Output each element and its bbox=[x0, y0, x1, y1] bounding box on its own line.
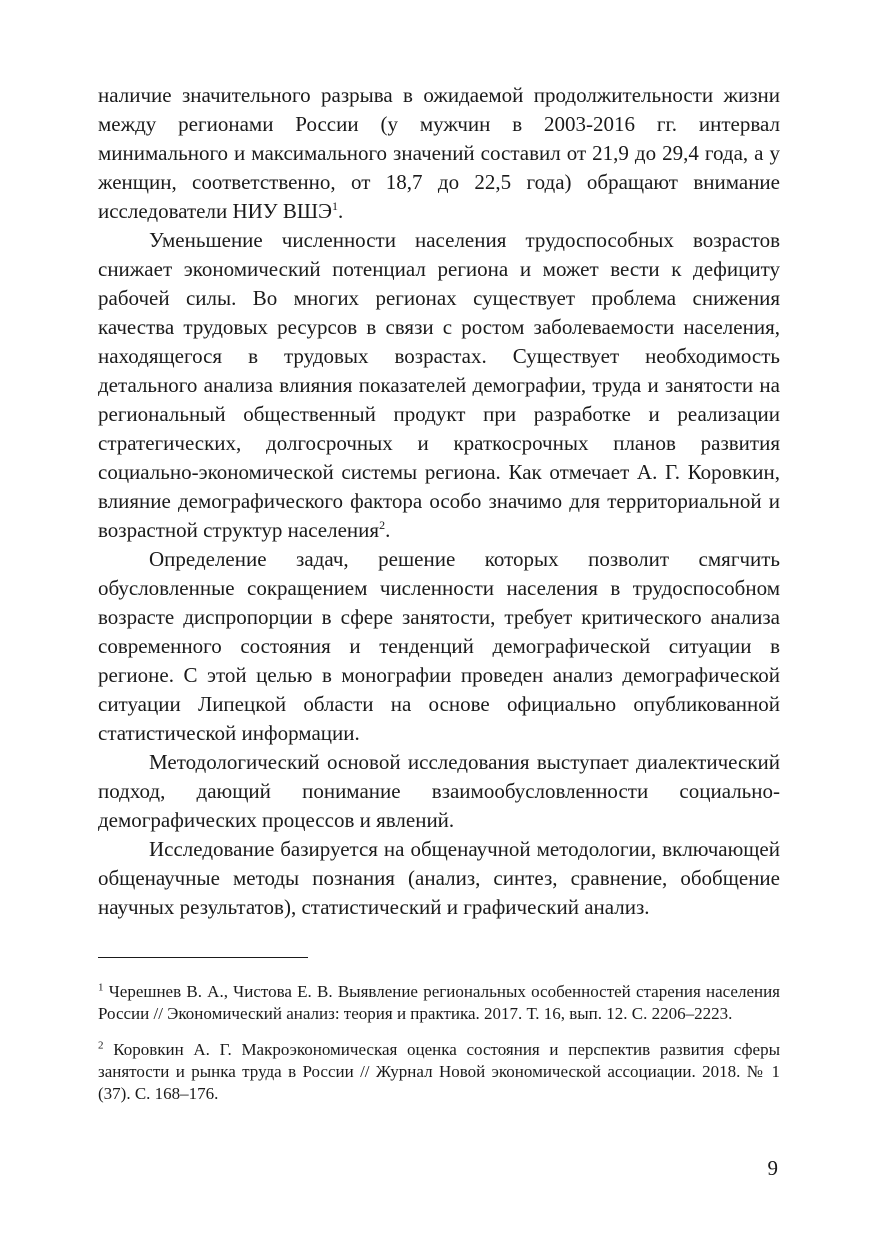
footnote-marker: 1 bbox=[98, 981, 104, 994]
paragraph-methodology-basis bbox=[98, 748, 780, 835]
paragraph-text: наличие значительного разрыва в ожидаемой продолжительности жизни между регионами России (у мужчин в 2003-2016 гг. интервал минимального и максимального значений составил от 21,9 до 29,4 года, а у женщин, соответственно, от 18,7 до 22,5 года) обращают внимание исследователи НИУ ВШЭ bbox=[98, 83, 780, 223]
paragraph-text: Исследование базируется на общенаучной методологии, включающей общенаучные методы познания (анализ, синтез, сравнение, обобщение научных результатов), статистический и графический анализ. bbox=[98, 837, 780, 919]
footnote-text: Черешнев В. А., Чистова Е. В. Выявление региональных особенностей старения населения России // Экономический анализ: теория и практика. 2017. Т. 16, вып. 12. С. 2206–2223. bbox=[98, 982, 780, 1023]
paragraph-tasks-definition bbox=[98, 545, 780, 748]
paragraph-tail: . bbox=[385, 518, 391, 542]
paragraph-text: Методологический основой исследования выступает диалектический подход, дающий понимание взаимообусловленности социально-демографических процессов и явлений. bbox=[98, 750, 780, 832]
footnote-text: Коровкин А. Г. Макроэкономическая оценка состояния и перспектив развития сферы занятости и рынка труда в России // Журнал Новой экономической ассоциации. 2018. № 1 (37). С. 168–176. bbox=[98, 1040, 780, 1103]
paragraph-text: Определение задач, решение которых позволит смягчить обусловленные сокращением численности населения в трудоспособном возрасте диспропорции в сфере занятости, требует критического анализа современного состояния и тенденций демографической ситуации в регионе. С этой целью в монографии проведен анализ демографической ситуации Липецкой области на основе официально опубликованной статистической информации. bbox=[98, 547, 780, 745]
paragraph-working-age-population bbox=[98, 226, 780, 545]
footnote-marker: 2 bbox=[98, 1039, 104, 1052]
paragraph-research-methods bbox=[98, 835, 780, 922]
footnote-reference-2[interactable]: 2 bbox=[379, 518, 386, 532]
paragraph-text: Уменьшение численности населения трудоспособных возрастов снижает экономический потенциал региона и может вести к дефициту рабочей силы. Во многих регионах существует проблема снижения качества трудовых ресурсов в связи с ростом заболеваемости населения, находящегося в трудовых возрастах. Существует необходимость детального анализа влияния показателей демографии, труда и занятости на региональный общественный продукт при разработке и реализации стратегических, долгосрочных и краткосрочных планов развития социально-экономической системы региона. Как отмечает А. Г. Коровкин, влияние демографического фактора особо значимо для территориальной и возрастной структур населения bbox=[98, 228, 780, 542]
paragraph-tail: . bbox=[337, 199, 344, 223]
footnote-reference-1[interactable]: 1 bbox=[331, 199, 338, 213]
paragraph-life-expectancy bbox=[98, 81, 780, 226]
footnote-2 bbox=[98, 1039, 780, 1105]
footnote-1 bbox=[98, 981, 780, 1025]
body-text bbox=[98, 81, 780, 922]
page-number: 9 bbox=[767, 1156, 778, 1180]
footnote-separator bbox=[98, 957, 308, 958]
footnotes bbox=[98, 981, 780, 1119]
